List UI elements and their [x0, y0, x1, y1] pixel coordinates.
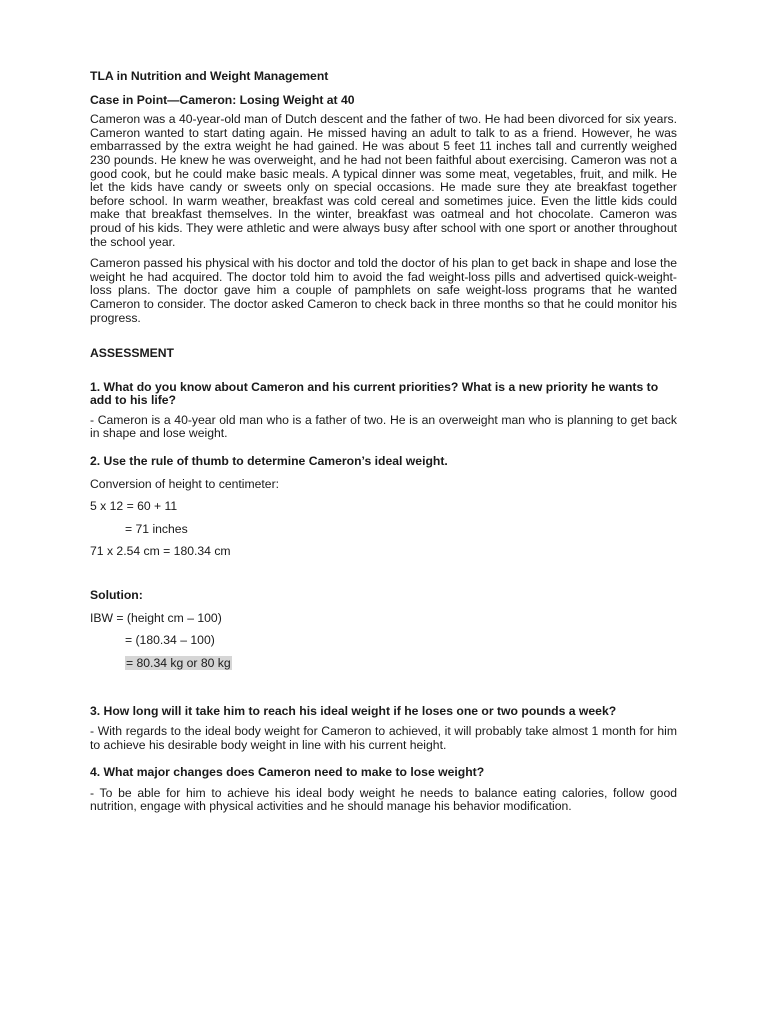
question-4: 4. What major changes does Cameron need to make to lose weight?	[90, 765, 485, 780]
case-paragraph-2: Cameron passed his physical with his doctor and told the doctor of his plan to get back in shape and lose the weight he had acquired. The doctor told him to avoid the fad weight-loss pills and advertised quick-weight-loss plans. The doctor gave him a couple of pamphlets on safe weight-loss programs that he wanted Cameron to consider. The doctor asked Cameron to check back in three months so that he could monitor his progress.	[90, 256, 677, 325]
case-title: Case in Point—Cameron: Losing Weight at 40	[90, 92, 355, 107]
calc-line-1: 5 x 12 = 60 + 11	[90, 499, 178, 514]
ibw-result-highlight: = 80.34 kg or 80 kg	[126, 655, 231, 670]
case-paragraph-1: Cameron was a 40-year-old man of Dutch descent and the father of two. He had been divorced for six years. Cameron wanted to start dating again. He missed having an adult to talk to as a friend. However, he was embarrassed by the extra weight he had gained. He was about 5 feet 11 inches tall and currently weighed 230 pounds. He knew he was overweight, and he had not been faithful about exercising. Cameron was not a good cook, but he could make basic meals. A typical dinner was some meat, vegetables, fruit, and milk. He let the kids have candy or sweets only on special occasions. He made sure they ate breakfast together before school. In warm weather, breakfast was cold cereal and sometimes juice. Even the little kids could make that breakfast themselves. In the winter, breakfast was oatmeal and hot chocolate. Cameron was proud of his kids. They were athletic and were always busy after school with one sport or another throughout the school year.	[90, 112, 677, 249]
conversion-label: Conversion of height to centimeter:	[90, 476, 280, 491]
answer-4: - To be able for him to achieve his ideal body weight he needs to balance eating calories, follow good nutrition, engage with physical activities and he should manage his behavior modification.	[90, 785, 677, 814]
ibw-line-1: IBW = (height cm – 100)	[90, 610, 222, 625]
solution-label: Solution:	[90, 588, 143, 603]
question-1: 1. What do you know about Cameron and his current priorities? What is a new priority he wants to add to his life?	[90, 379, 659, 408]
document-title: TLA in Nutrition and Weight Management	[90, 69, 329, 83]
calc-line-2: = 71 inches	[125, 521, 188, 536]
answer-1: - Cameron is a 40-year old man who is a father of two. He is an overweight man who is planning to get back in shape and lose weight.	[90, 412, 677, 441]
question-2: 2. Use the rule of thumb to determine Cameron’s ideal weight.	[90, 454, 448, 469]
document-page	[90, 70, 677, 822]
calc-line-3: 71 x 2.54 cm = 180.34 cm	[90, 544, 231, 559]
answer-3: - With regards to the ideal body weight for Cameron to achieved, it will probably take almost 1 month for him to achieve his desirable body weight in line with his current height.	[90, 724, 677, 752]
question-3: 3. How long will it take him to reach his ideal weight if he loses one or two pounds a week?	[90, 704, 617, 719]
ibw-line-2: = (180.34 – 100)	[125, 633, 215, 648]
assessment-heading: ASSESSMENT	[90, 346, 174, 361]
